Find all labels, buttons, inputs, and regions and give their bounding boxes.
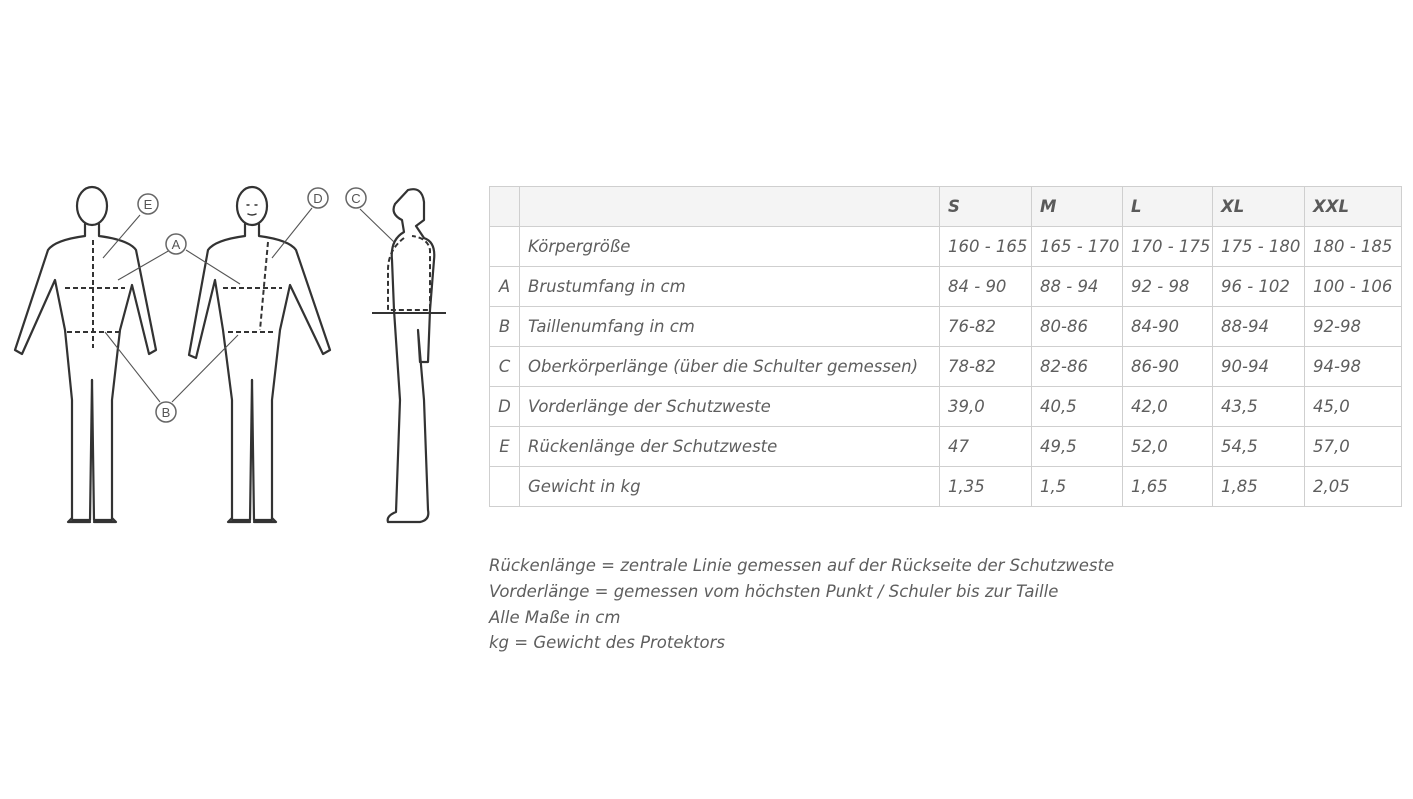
table-cell: Taillenumfang in cm xyxy=(520,307,940,347)
table-cell: 160 - 165 xyxy=(940,227,1032,267)
table-cell: 49,5 xyxy=(1032,427,1123,467)
table-cell xyxy=(490,227,520,267)
table-cell: 96 - 102 xyxy=(1213,267,1305,307)
figure-back-view xyxy=(15,187,156,522)
header-cell: L xyxy=(1123,187,1213,227)
label-c: C xyxy=(351,191,361,206)
table-cell: A xyxy=(490,267,520,307)
table-cell: D xyxy=(490,387,520,427)
header-cell: XL xyxy=(1213,187,1305,227)
table-cell: 76-82 xyxy=(940,307,1032,347)
table-cell: 45,0 xyxy=(1305,387,1402,427)
note-line: Alle Maße in cm xyxy=(489,607,621,627)
table-cell: Brustumfang in cm xyxy=(520,267,940,307)
table-cell: 100 - 106 xyxy=(1305,267,1402,307)
label-e: E xyxy=(143,197,153,212)
table-cell: 39,0 xyxy=(940,387,1032,427)
size-table xyxy=(489,186,1402,507)
body-figures-svg xyxy=(10,180,450,530)
measurement-notes xyxy=(489,553,1114,656)
table-cell: 165 - 170 xyxy=(1032,227,1123,267)
table-cell: 42,0 xyxy=(1123,387,1213,427)
table-cell: 92-98 xyxy=(1305,307,1402,347)
note-line: kg = Gewicht des Protektors xyxy=(489,633,726,653)
table-cell: 40,5 xyxy=(1032,387,1123,427)
table-cell: Körpergröße xyxy=(520,227,940,267)
table-cell: 92 - 98 xyxy=(1123,267,1213,307)
table-row xyxy=(490,467,1402,507)
note-line: Vorderlänge = gemessen vom höchsten Punkt / Schuler bis zur Taille xyxy=(489,581,1059,601)
table-cell: 84-90 xyxy=(1123,307,1213,347)
table-cell: 57,0 xyxy=(1305,427,1402,467)
table-cell: 1,65 xyxy=(1123,467,1213,507)
table-cell xyxy=(490,467,520,507)
table-cell: 86-90 xyxy=(1123,347,1213,387)
table-cell: 88-94 xyxy=(1213,307,1305,347)
table-cell: 43,5 xyxy=(1213,387,1305,427)
table-cell: 175 - 180 xyxy=(1213,227,1305,267)
table-cell: 180 - 185 xyxy=(1305,227,1402,267)
table-cell: 90-94 xyxy=(1213,347,1305,387)
table-cell: Vorderlänge der Schutzweste xyxy=(520,387,940,427)
header-cell xyxy=(520,187,940,227)
figure-side-view xyxy=(388,189,435,522)
table-cell: C xyxy=(490,347,520,387)
table-cell: 1,85 xyxy=(1213,467,1305,507)
label-a: A xyxy=(171,237,181,252)
table-cell: 2,05 xyxy=(1305,467,1402,507)
table-cell: 52,0 xyxy=(1123,427,1213,467)
header-cell: S xyxy=(940,187,1032,227)
table-cell: Gewicht in kg xyxy=(520,467,940,507)
table-row xyxy=(490,347,1402,387)
label-b: B xyxy=(161,405,171,420)
table-cell: 1,35 xyxy=(940,467,1032,507)
table-cell: 54,5 xyxy=(1213,427,1305,467)
table-cell: 170 - 175 xyxy=(1123,227,1213,267)
figure-front-view xyxy=(189,187,330,522)
table-cell: B xyxy=(490,307,520,347)
table-row xyxy=(490,307,1402,347)
table-cell: Oberkörperlänge (über die Schulter gemessen) xyxy=(520,347,940,387)
header-cell xyxy=(490,187,520,227)
table-row xyxy=(490,387,1402,427)
table-cell: 47 xyxy=(940,427,1032,467)
table-cell: 78-82 xyxy=(940,347,1032,387)
table-cell: 82-86 xyxy=(1032,347,1123,387)
table-cell: 88 - 94 xyxy=(1032,267,1123,307)
table-cell: 94-98 xyxy=(1305,347,1402,387)
header-cell: M xyxy=(1032,187,1123,227)
header-cell: XXL xyxy=(1305,187,1402,227)
table-cell: Rückenlänge der Schutzweste xyxy=(520,427,940,467)
table-cell: 1,5 xyxy=(1032,467,1123,507)
table-row xyxy=(490,267,1402,307)
label-d: D xyxy=(313,191,323,206)
table-row xyxy=(490,427,1402,467)
table-cell: 84 - 90 xyxy=(940,267,1032,307)
table-header-row xyxy=(490,187,1402,227)
table-row xyxy=(490,227,1402,267)
table-cell: E xyxy=(490,427,520,467)
table-cell: 80-86 xyxy=(1032,307,1123,347)
note-line: Rückenlänge = zentrale Linie gemessen auf der Rückseite der Schutzweste xyxy=(489,556,1115,575)
measurement-illustration xyxy=(10,180,450,530)
